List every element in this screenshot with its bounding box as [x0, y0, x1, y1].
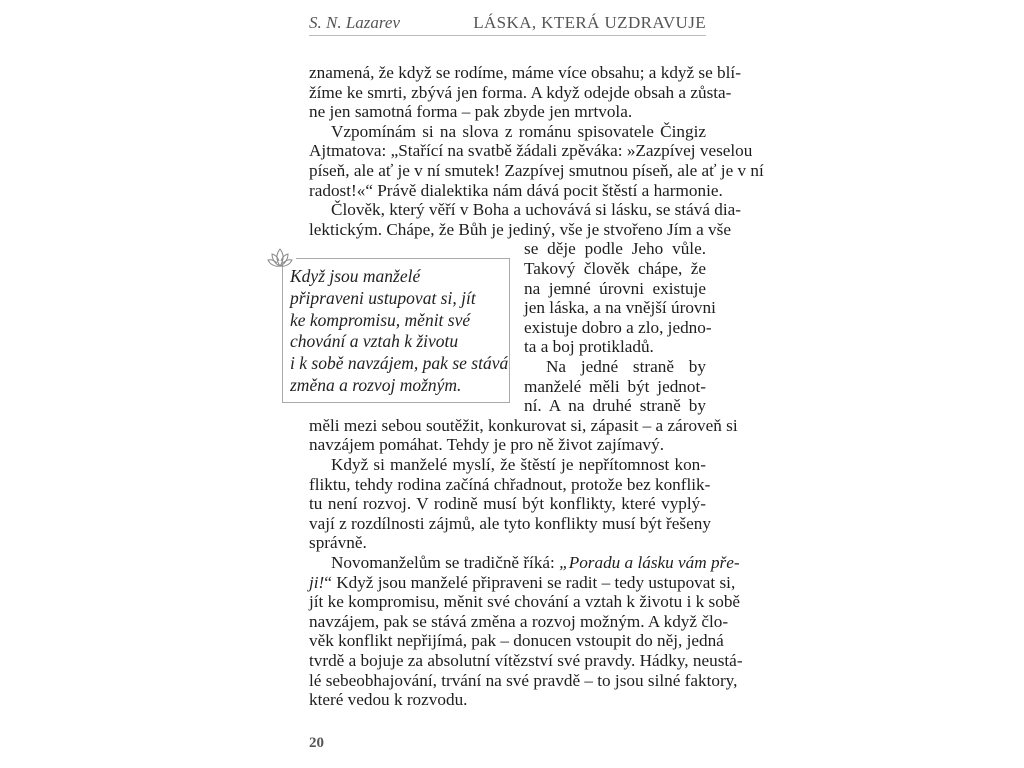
- text-line: jít ke kompromisu, měnit své chování a vztah k životu i k sobě: [309, 592, 741, 612]
- text-line: navzájem, pak se stává změna a rozvoj možným. A když člo-: [309, 611, 729, 631]
- text-line: ne jen samotná forma – pak zbyde jen mrtvola.: [309, 102, 633, 122]
- text-span: Novomanželům se tradičně říká:: [331, 553, 560, 572]
- text-line: ta a boj protikladů.: [524, 337, 654, 357]
- header-rule: [309, 35, 706, 36]
- text-line: znamená, že když se rodíme, máme více obsahu; a když se blí-: [309, 63, 741, 82]
- text-line: lé sebeobhajování, trvání na své pravdě – to jsou silné faktory,: [309, 670, 738, 690]
- pull-quote-top-border: [296, 258, 509, 259]
- text-line: lektickým. Chápe, že Bůh je jediný, vše je stvořeno Jím a vše: [309, 219, 731, 239]
- text-line: věk konflikt nepřijímá, pak – donucen vstoupit do něj, jedná: [309, 631, 724, 651]
- text-line: [331, 553, 740, 573]
- text-line: se děje podle Jeho vůle.: [524, 239, 706, 259]
- text-line: ní. A na druhé straně by: [524, 396, 706, 416]
- text-line: tvrdě a bojuje za absolutní vítězství své pravdy. Hádky, neustá-: [309, 651, 743, 670]
- text-line: Na jedné straně by: [546, 357, 706, 376]
- pull-quote-line: ke kompromisu, měnit své: [290, 309, 471, 330]
- text-line: Člověk, který věří v Boha a uchovává si lásku, se stává dia-: [331, 200, 741, 220]
- text-line: tu není rozvoj. V rodině musí být konflikty, které vyplý-: [309, 494, 706, 514]
- text-line: Ajtmatova: „Stařící na svatbě žádali zpěváka: »Zazpívej veselou: [309, 141, 753, 161]
- pull-quote-line: Když jsou manželé: [290, 266, 421, 286]
- text-line: Vzpomínám si na slova z románu spisovatele Čingiz: [331, 121, 706, 141]
- text-line: navzájem pomáhat. Tehdy je pro ně život zajímavý.: [309, 435, 664, 455]
- pull-quote-line: i k sobě navzájem, pak se stává: [290, 353, 509, 374]
- text-span: “ Když jsou manželé připraveni se radit – tedy ustupovat si,: [324, 572, 736, 592]
- page-number: 20: [309, 735, 324, 751]
- pull-quote-line: chování a vztah k životu: [290, 331, 459, 352]
- text-line: měli mezi sebou soutěžit, konkurovat si, zápasit – a zároveň si: [309, 415, 738, 435]
- running-header-title: LÁSKA, KTERÁ UZDRAVUJE: [473, 13, 706, 32]
- italic-quote: „Poradu a lásku vám pře-: [559, 553, 740, 572]
- text-line: [309, 572, 736, 593]
- text-line: manželé měli být jednot-: [524, 376, 706, 396]
- text-line: Takový člověk chápe, že: [524, 259, 706, 278]
- text-line: správně.: [309, 533, 367, 553]
- text-line: radost!«“ Právě dialektika nám dává pocit štěstí a harmonie.: [309, 180, 723, 200]
- text-line: které vedou k rozvodu.: [309, 690, 468, 710]
- pull-quote-line: připraveni ustupovat si, jít: [290, 287, 476, 308]
- text-line: vají z rozdílnosti zájmů, ale tyto konflikty musí být řešeny: [309, 513, 711, 533]
- text-line: fliktu, tehdy rodina začíná chřadnout, protože bez konflik-: [309, 474, 711, 494]
- running-header-author: S. N. Lazarev: [309, 13, 400, 32]
- text-line: Když si manželé myslí, že štěstí je nepřítomnost kon-: [331, 455, 706, 474]
- text-line: jen láska, a na vnější úrovni: [524, 298, 716, 318]
- italic-quote: ji!: [309, 572, 325, 592]
- text-line: existuje dobro a zlo, jedno-: [524, 317, 712, 337]
- text-line: žíme ke smrti, zbývá jen forma. A když odejde obsah a zůsta-: [309, 82, 732, 102]
- text-line: píseň, ale ať je v ní smutek! Zazpívej smutnou píseň, ale ať je v ní: [309, 161, 764, 180]
- pull-quote-line: změna a rozvoj možným.: [290, 375, 462, 395]
- text-line: na jemné úrovni existuje: [524, 278, 706, 298]
